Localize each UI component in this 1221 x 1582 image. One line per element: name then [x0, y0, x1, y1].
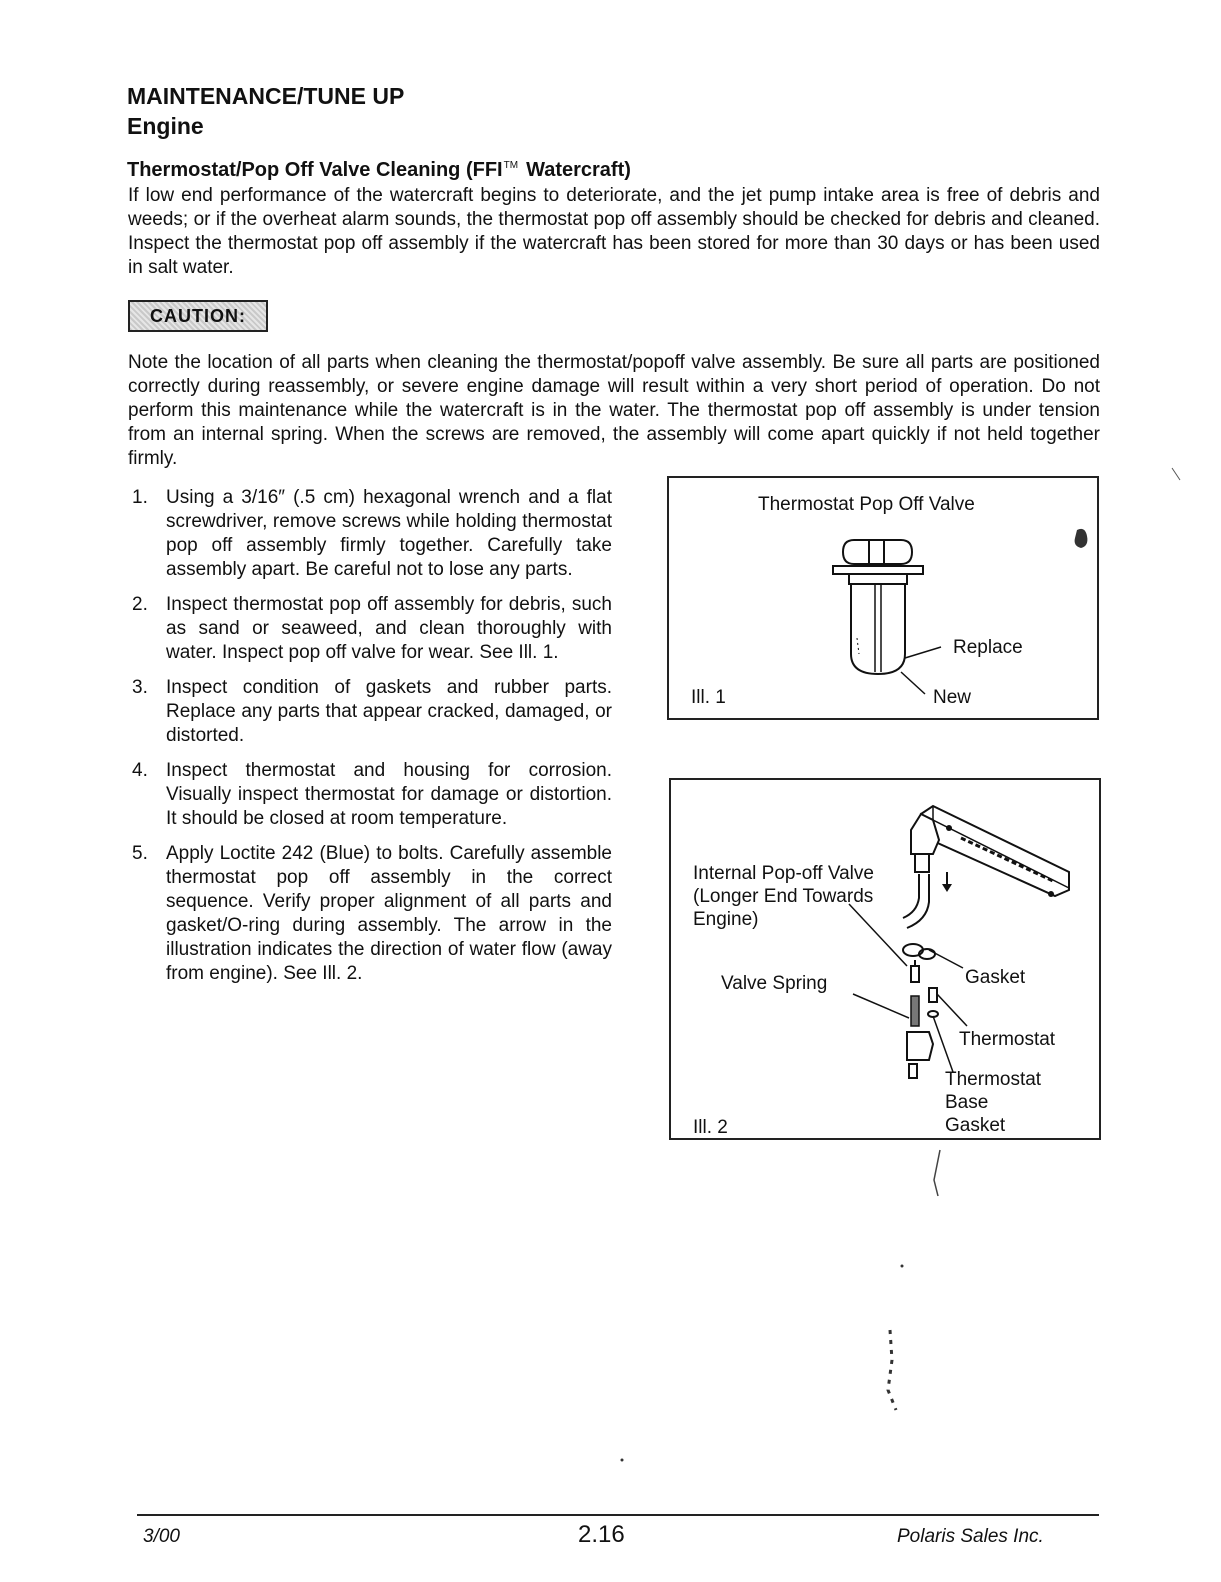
label-thermostat: Thermostat — [959, 1029, 1056, 1050]
step-item — [128, 842, 612, 986]
footer-company: Polaris Sales Inc. — [897, 1526, 1044, 1547]
procedure-title-end: Watercraft) — [526, 159, 631, 181]
step-number: 5. — [132, 843, 148, 864]
label-popoff-line1: Internal Pop-off Valve — [693, 863, 874, 884]
step-number: 2. — [132, 594, 148, 615]
pop-off-valve-drawing — [669, 478, 1101, 722]
label-base-line1: Thermostat — [945, 1069, 1042, 1090]
step-item — [128, 759, 612, 831]
step-text: Inspect condition of gaskets and rubber parts. Replace any parts that appear cracked, damaged, or distorted. — [166, 677, 612, 746]
step-item — [128, 593, 612, 665]
label-base-line3: Gasket — [945, 1115, 1006, 1136]
illustration-1 — [667, 476, 1099, 720]
label-valve-spring: Valve Spring — [721, 973, 828, 994]
caution-label: CAUTION: — [128, 300, 268, 332]
label-popoff-line3: Engine) — [693, 909, 759, 930]
step-number: 4. — [132, 760, 148, 781]
step-number: 3. — [132, 677, 148, 698]
page-number: 2.16 — [578, 1521, 625, 1548]
label-base-line2: Base — [945, 1092, 989, 1113]
footer-date: 3/00 — [143, 1526, 180, 1547]
step-item — [128, 486, 612, 582]
label-popoff-line2: (Longer End Towards — [693, 886, 874, 907]
label-gasket: Gasket — [965, 967, 1026, 988]
footer-rule — [137, 1514, 1099, 1516]
label-thermostat-base-gasket — [945, 1068, 1041, 1137]
label-new: New — [933, 687, 972, 708]
step-text: Using a 3/16″ (.5 cm) hexagonal wrench and a flat screwdriver, remove screws while holding thermostat pop off assembly firmly together. Carefully take assembly apart. Be careful not to lose any parts. — [166, 487, 612, 580]
ill1-title: Thermostat Pop Off Valve — [758, 494, 975, 515]
label-popoff-valve — [693, 862, 874, 931]
trademark-symbol: TM — [503, 160, 519, 171]
intro-paragraph: If low end performance of the watercraft begins to deteriorate, and the jet pump intake area is free of debris and weeds; or if the overheat alarm sounds, the thermostat pop off assembly should be checked for debris and cleaned. Inspect the thermostat pop off assembly if the watercraft has been stored for more than 30 days or has been used in salt water. — [128, 185, 1100, 278]
procedure-steps — [128, 486, 612, 997]
procedure-title-main: Thermostat/Pop Off Valve Cleaning (FFI — [127, 159, 503, 181]
subsection-heading: Engine — [127, 113, 204, 139]
step-text: Inspect thermostat and housing for corrosion. Visually inspect thermostat for damage or distortion. It should be closed at room temperature. — [166, 760, 612, 829]
section-heading: MAINTENANCE/TUNE UP — [127, 83, 405, 109]
procedure-title — [127, 153, 631, 183]
step-number: 1. — [132, 487, 148, 508]
ill2-caption: Ill. 2 — [693, 1117, 728, 1138]
label-replace: Replace — [953, 637, 1023, 658]
step-item — [128, 676, 612, 748]
caution-paragraph: Note the location of all parts when cleaning the thermostat/popoff valve assembly. Be sure all parts are positioned correctly during reassembly, or severe engine damage will result within a very short period of operation. Do not perform this maintenance while the watercraft is in the water. The thermostat pop off assembly is under tension from an internal spring. When the screws are removed, the assembly will come apart quickly if not held together firmly. — [128, 352, 1100, 469]
ill1-caption: Ill. 1 — [691, 687, 726, 708]
illustration-2 — [669, 778, 1101, 1140]
step-text: Apply Loctite 242 (Blue) to bolts. Carefully assemble thermostat pop off assembly in the correct sequence. Verify proper alignment of all parts and gasket/O-ring during assembly. The arrow in the illustration indicates the direction of water flow (away from engine). See Ill. 2. — [166, 843, 612, 984]
step-text: Inspect thermostat pop off assembly for debris, such as sand or seaweed, and clean thoroughly with water. Inspect pop off valve for wear. See Ill. 1. — [166, 594, 612, 663]
